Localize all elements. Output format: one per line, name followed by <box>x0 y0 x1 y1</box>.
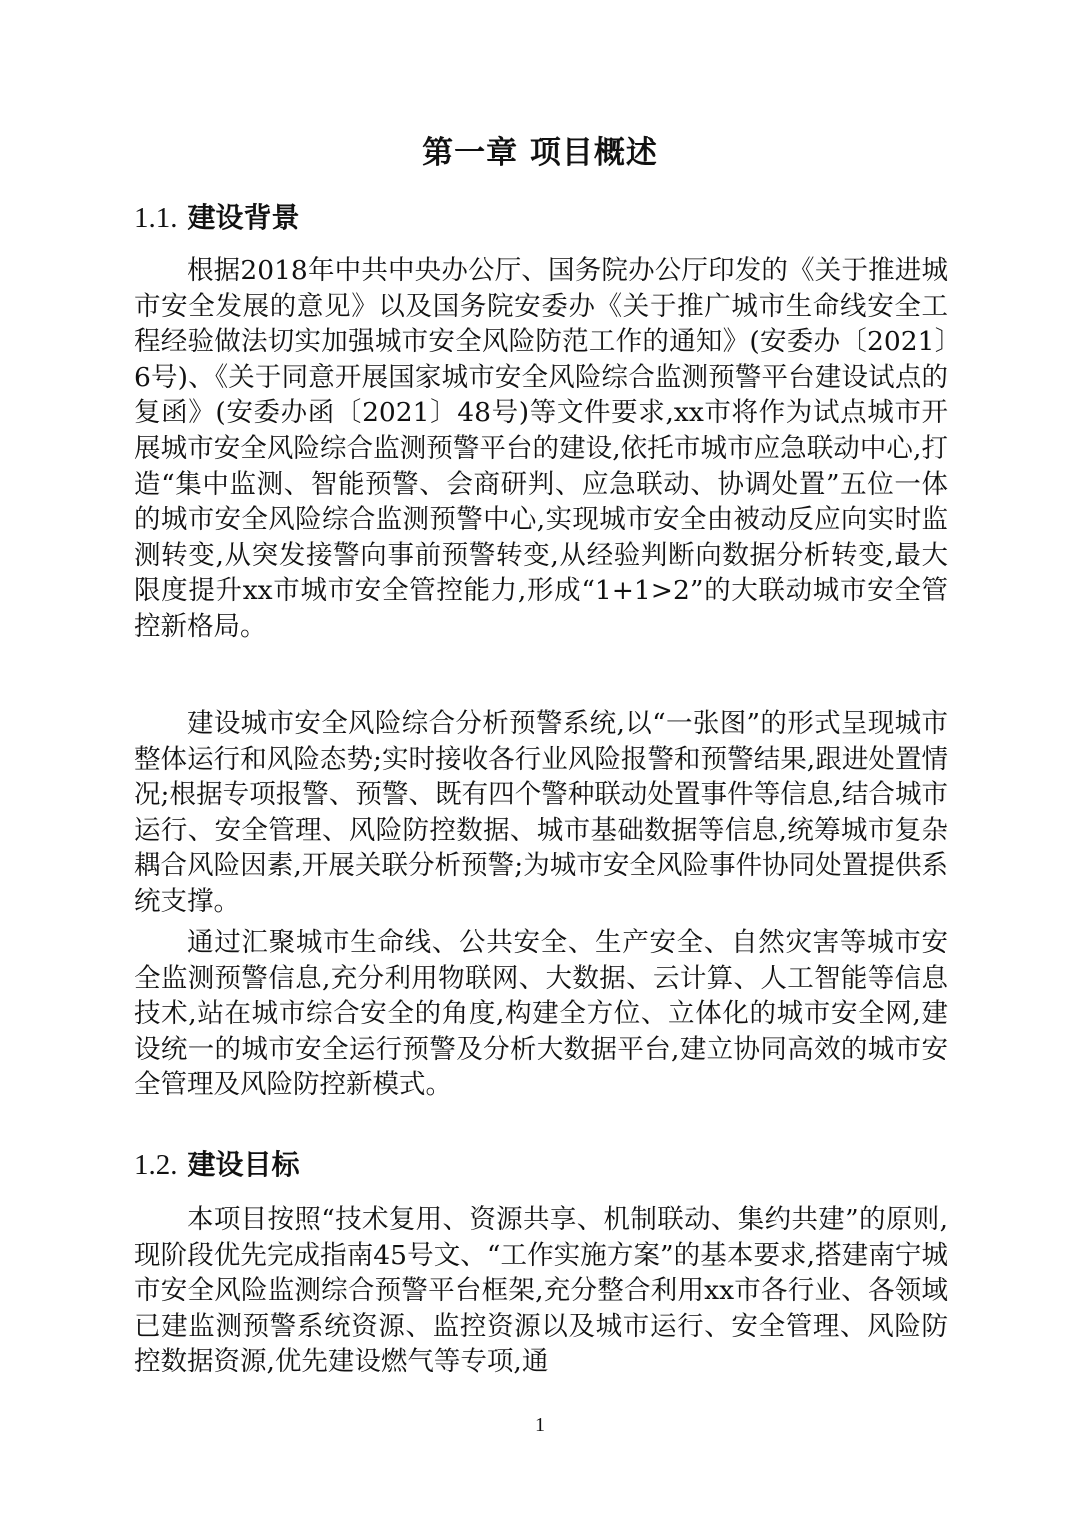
section-heading-1-2 <box>134 1140 954 1189</box>
paragraph-goal-1: 本项目按照“技术复用、资源共享、机制联动、集约共建”的原则,现阶段优先完成指南45号文、“工作实施方案”的基本要求,搭建南宁城市安全风险监测综合预警平台框架,充分整合利用xx市各行业、各领域已建监测预警系统资源、监控资源以及城市运行、安全管理、风险防控数据资源,优先建设燃气等专项,通 <box>134 1204 948 1378</box>
section-title: 建设背景 <box>187 201 300 234</box>
page-number: 1 <box>535 1414 545 1436</box>
section-number: 1.2. <box>134 1149 178 1181</box>
section-number: 1.1. <box>134 202 178 234</box>
paragraph-background-1: 根据2018年中共中央办公厅、国务院办公厅印发的《关于推进城市安全发展的意见》以及国务院安委办《关于推广城市生命线安全工程经验做法切实加强城市安全风险防范工作的通知》(安委办〔2021〕6号)、《关于同意开展国家城市安全风险综合监测预警平台建设试点的复函》(安委办函〔2021〕48号)等文件要求,xx市将作为试点城市开展城市安全风险综合监测预警平台的建设,依托市城市应急联动中心,打造“集中监测、智能预警、会商研判、应急联动、协调处置”五位一体的城市安全风险综合监测预警中心,实现城市安全由被动反应向实时监测转变,从突发接警向事前预警转变,从经验判断向数据分析转变,最大限度提升xx市城市安全管控能力,形成“1+1>2”的大联动城市安全管控新格局。 <box>134 255 948 642</box>
paragraph-background-2: 建设城市安全风险综合分析预警系统,以“一张图”的形式呈现城市整体运行和风险态势;实时接收各行业风险报警和预警结果,跟进处置情况;根据专项报警、预警、既有四个警种联动处置事件等信息,结合城市运行、安全管理、风险防控数据、城市基础数据等信息,统筹城市复杂耦合风险因素,开展关联分析预警;为城市安全风险事件协同处置提供系统支撑。 <box>134 708 948 917</box>
chapter-title: 第一章 项目概述 <box>422 135 658 171</box>
section-heading-1-1 <box>134 193 954 242</box>
section-title: 建设目标 <box>187 1148 300 1181</box>
paragraph-background-3: 通过汇聚城市生命线、公共安全、生产安全、自然灾害等城市安全监测预警信息,充分利用物联网、大数据、云计算、人工智能等信息技术,站在城市综合安全的角度,构建全方位、立体化的城市安全网,建设统一的城市安全运行预警及分析大数据平台,建立协同高效的城市安全管理及风险防控新模式。 <box>134 927 948 1101</box>
